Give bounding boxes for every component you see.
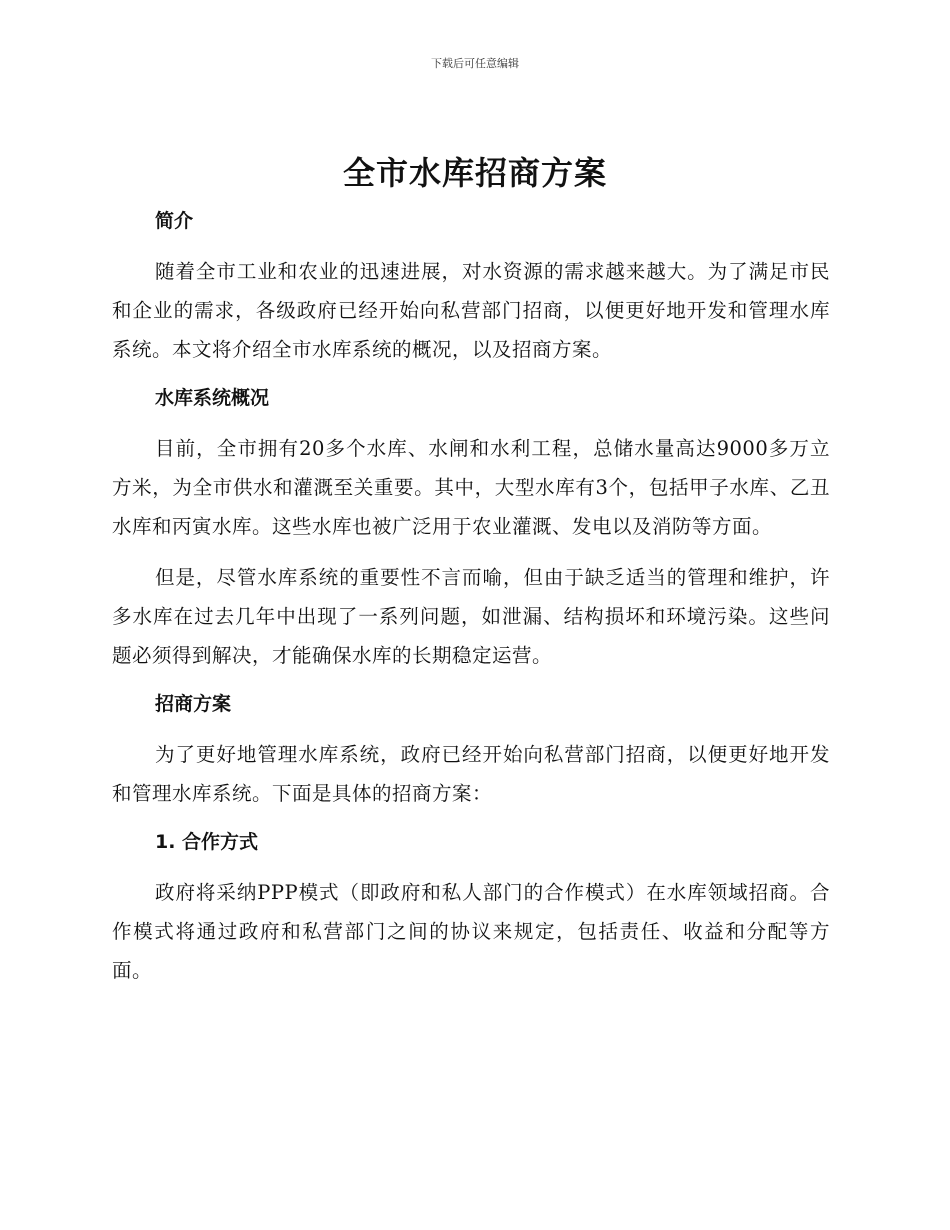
header-watermark: 下载后可任意编辑	[431, 57, 519, 70]
document-title: 全市水库招商方案	[342, 154, 607, 192]
paragraph-intro: 随着全市工业和农业的迅速进展，对水资源的需求越来越大。为了满足市民和企业的需求，各级政府已经开始向私营部门招商，以便更好地开发和管理水库系统。本文将介绍全市水库系统的概况，以及招商方案。	[112, 260, 830, 361]
section-heading-cooperation: 1. 合作方式	[155, 831, 259, 853]
section-heading-plan: 招商方案	[155, 693, 232, 715]
paragraph-overview-2: 但是，尽管水库系统的重要性不言而喻，但由于缺乏适当的管理和维护，许多水库在过去几年中出现了一系列问题，如泄漏、结构损坏和环境污染。这些问题必须得到解决，才能确保水库的长期稳定运营。	[112, 566, 830, 667]
paragraph-overview-1: 目前，全市拥有20多个水库、水闸和水利工程，总储水量高达9000多万立方米，为全市供水和灌溉至关重要。其中，大型水库有3个，包括甲子水库、乙丑水库和丙寅水库。这些水库也被广泛用于农业灌溉、发电以及消防等方面。	[112, 437, 830, 538]
document-body	[112, 204, 830, 990]
section-heading-intro: 简介	[155, 210, 194, 232]
paragraph-plan: 为了更好地管理水库系统，政府已经开始向私营部门招商，以便更好地开发和管理水库系统。下面是具体的招商方案：	[112, 743, 830, 805]
section-heading-overview: 水库系统概况	[155, 387, 270, 409]
paragraph-cooperation: 政府将采纳PPP模式（即政府和私人部门的合作模式）在水库领域招商。合作模式将通过政府和私营部门之间的协议来规定，包括责任、收益和分配等方面。	[112, 881, 830, 982]
